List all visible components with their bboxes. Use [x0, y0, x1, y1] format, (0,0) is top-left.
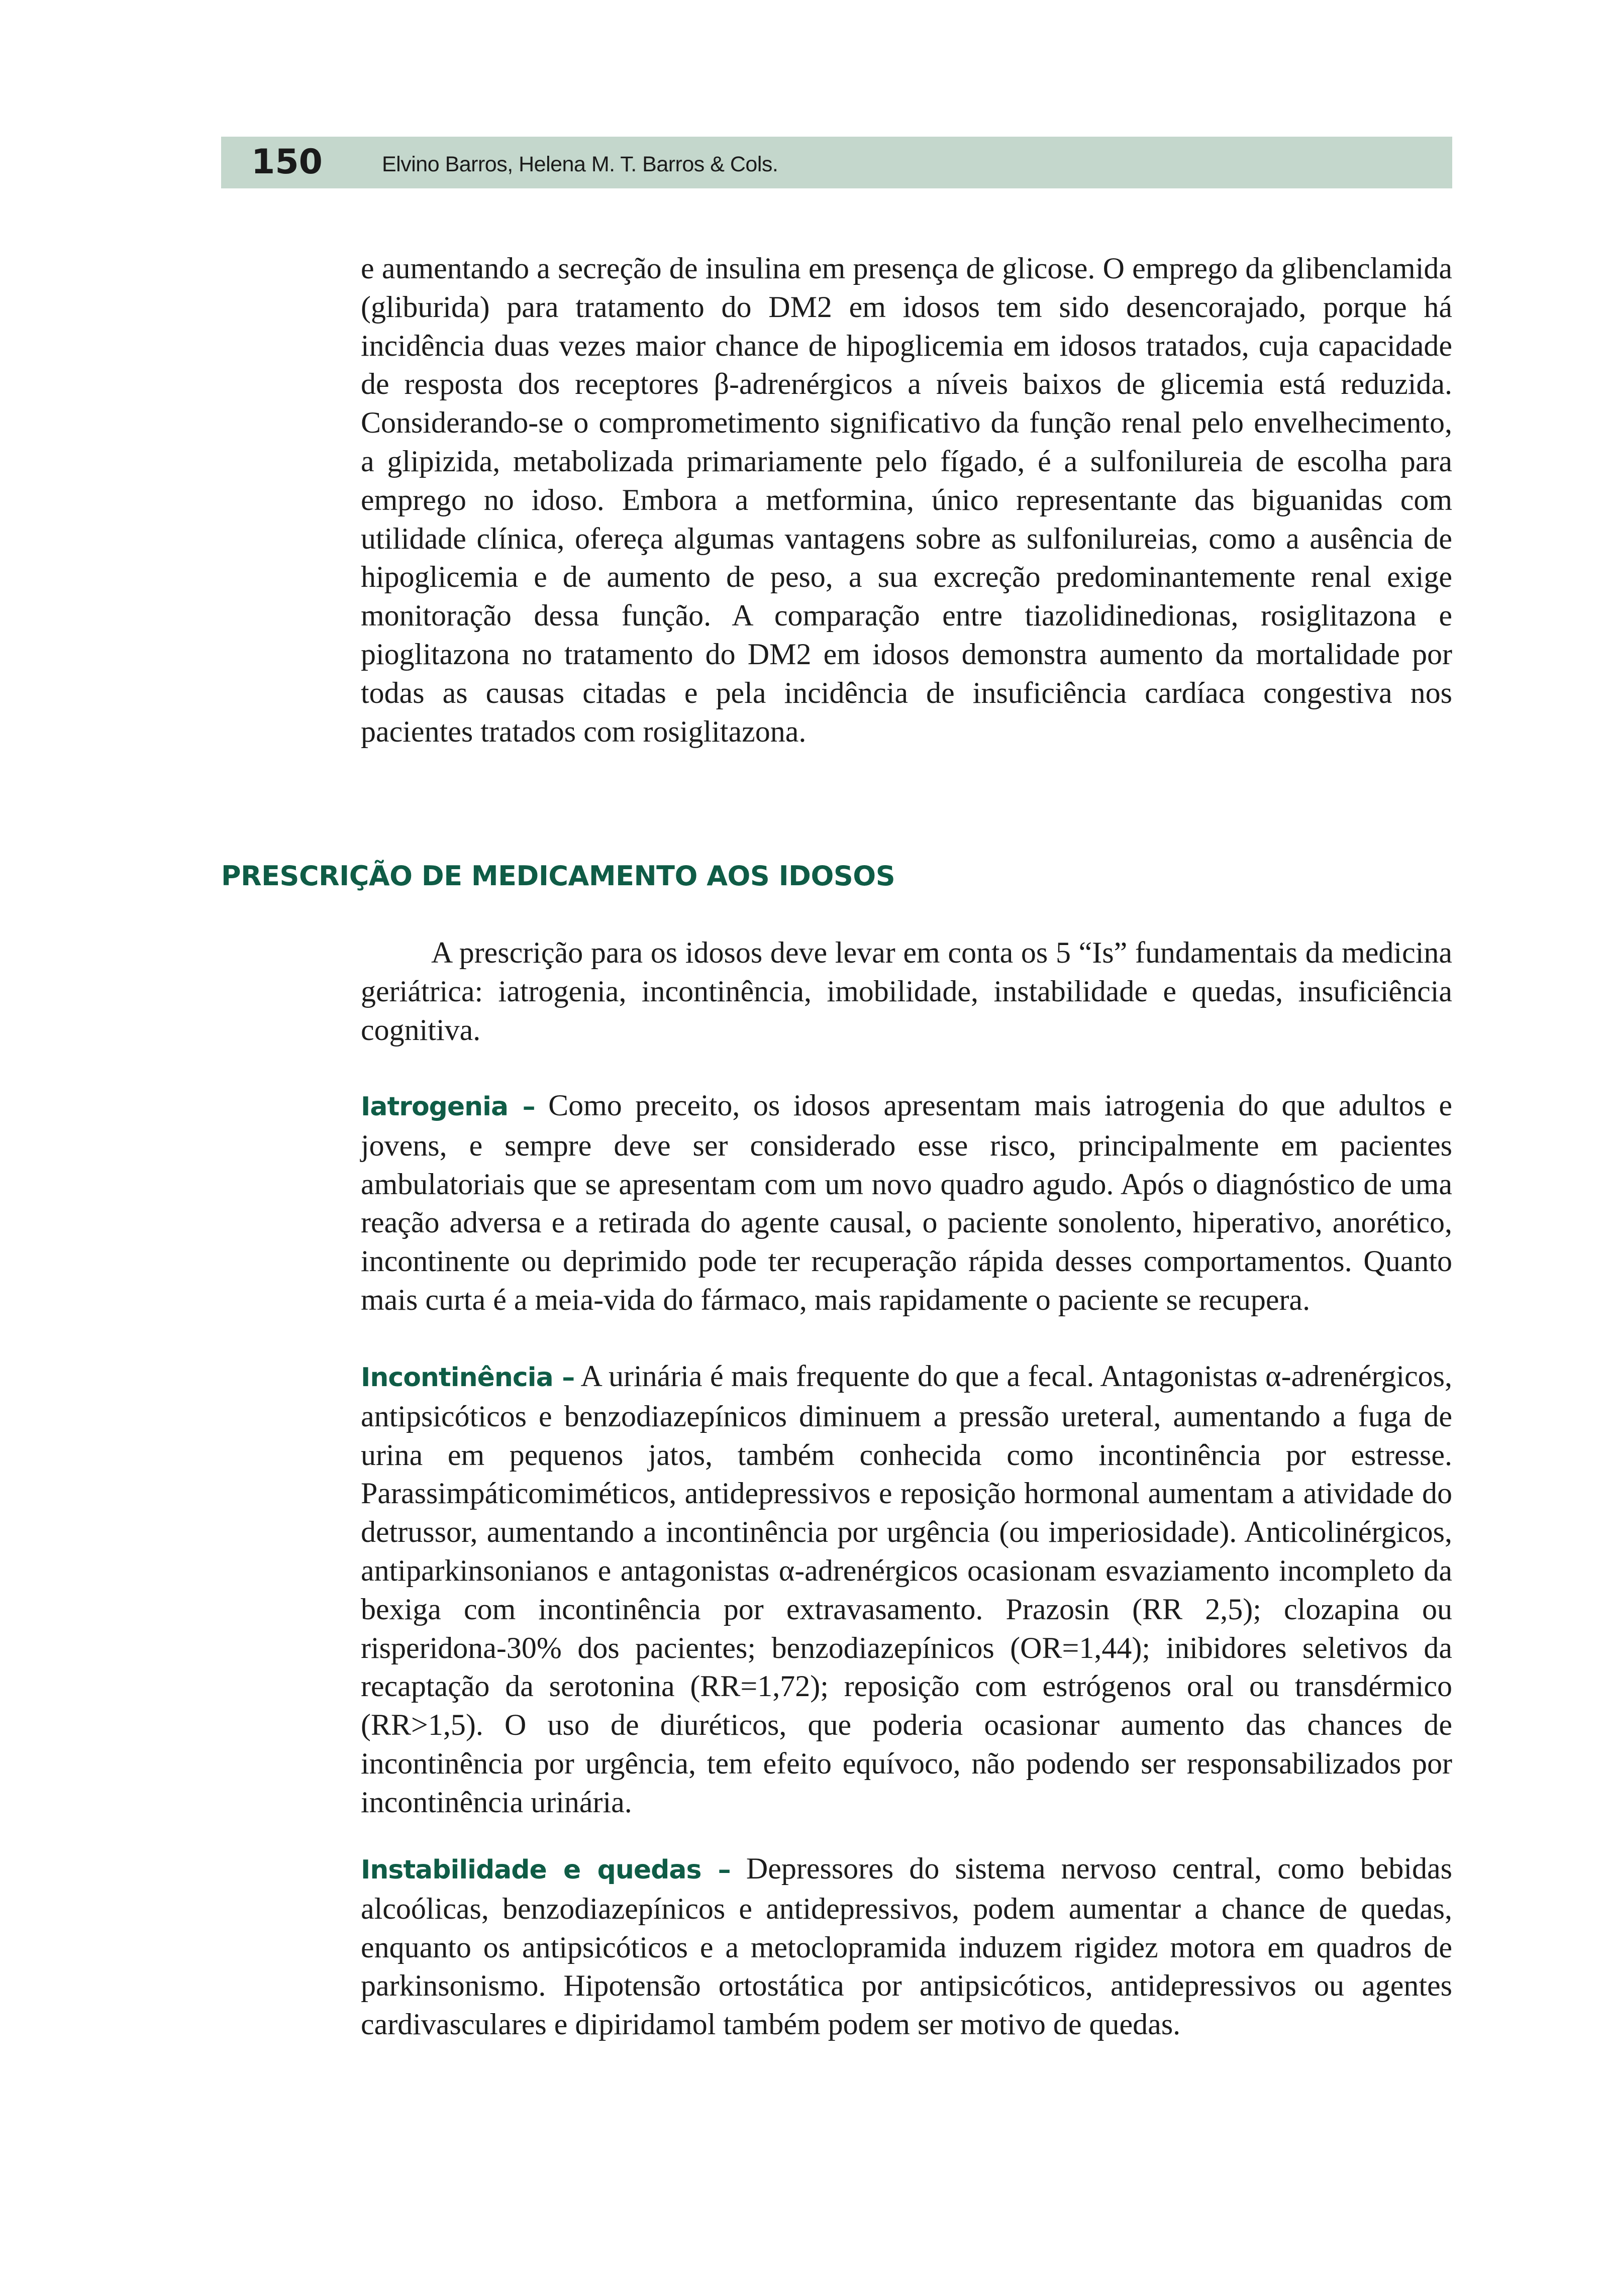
topic-text: A urinária é mais frequente do que a fecal. Antagonistas α-adrenérgicos, antipsicóticos e benzodiazepínicos diminuem a pressão ureteral, aumentando a fuga de urina em pequenos jatos, também conhecida como incontinência por estresse. Parassimpáticomiméticos, antidepressivos e reposição hormonal aumentam a atividade do detrussor, aumentando a incontinência por urgência (ou imperiosidade). Anticolinérgicos, antiparkinsonianos e antagonistas α-adrenérgicos ocasionam esvaziamento incompleto da bexiga com incontinência por extravasamento. Prazosin (RR 2,5); clozapina ou risperidona-30% dos pacientes; benzodiazepínicos (OR=1,44); inibidores seletivos da recaptação da serotonina (RR=1,72); reposição com estrógenos oral ou transdérmico (RR>1,5). O uso de diuréticos, que poderia ocasionar aumento das chances de incontinência por urgência, tem efeito equívoco, não podendo ser responsabilizados por incontinência urinária.: [361, 1360, 1453, 1819]
page-number: 150: [251, 142, 323, 182]
topic-paragraph-incontinencia: [361, 1357, 1452, 1822]
topic-term: Incontinência –: [361, 1363, 575, 1393]
running-head-authors: Elvino Barros, Helena M. T. Barros & Cols.: [382, 152, 778, 176]
intro-paragraph: e aumentando a secreção de insulina em presença de glicose. O emprego da glibenclamida (gliburida) para tratamento do DM2 em idosos tem sido desencorajado, porque há incidência duas vezes maior chance de hipoglicemia em idosos tratados, cuja capacidade de resposta dos receptores β-adrenérgicos a níveis baixos de glicemia está reduzida. Considerando-se o comprometimento significativo da função renal pelo envelhecimento, a glipizida, metabolizada primariamente pelo fígado, é a sulfonilureia de escolha para emprego no idoso. Embora a metformina, único representante das biguanidas com utilidade clínica, ofereça algumas vantagens sobre as sulfonilureias, como a ausência de hipoglicemia e de aumento de peso, a sua excreção predominantemente renal exige monitoração dessa função. A comparação entre tiazolidinedionas, rosiglitazona e pioglitazona no tratamento do DM2 em idosos demonstra aumento da mortalidade por todas as causas citadas e pela incidência de insuficiência cardíaca congestiva nos pacientes tratados com rosiglitazona.: [361, 252, 1452, 748]
topic-text: Como preceito, os idosos apresentam mais iatrogenia do que adultos e jovens, e sempre deve ser considerado esse risco, principalmente em pacientes ambulatoriais que se apresentam com um novo quadro agudo. Após o diagnóstico de uma reação adversa e a retirada do agente causal, o paciente sonolento, hiperativo, anorético, incontinente ou deprimido pode ter recuperação rápida desses comportamentos. Quanto mais curta é a meia-vida do fármaco, mais rapidamente o paciente se recupera.: [361, 1089, 1452, 1316]
topic-term: Instabilidade e quedas –: [361, 1855, 731, 1885]
topic-paragraph-iatrogenia: [361, 1086, 1452, 1319]
topic-paragraph-instabilidade: [361, 1849, 1452, 2044]
section-heading: PRESCRIÇÃO DE MEDICAMENTO AOS IDOSOS: [221, 860, 895, 892]
topic-term: Iatrogenia –: [361, 1092, 535, 1122]
topic-text: Depressores do sistema nervoso central, como bebidas alcoólicas, benzodiazepínicos e antidepressivos, podem aumentar a chance de quedas, enquanto os antipsicóticos e a metoclopramida induzem rigidez motora em quadros de parkinsonismo. Hipotensão ortostática por antipsicóticos, antidepressivos ou agentes cardivasculares e dipiridamol também podem ser motivo de quedas.: [361, 1852, 1452, 2041]
lead-paragraph: A prescrição para os idosos deve levar em conta os 5 “Is” fundamentais da medicina geriátrica: iatrogenia, incontinência, imobilidade, instabilidade e quedas, insuficiência cognitiva.: [361, 936, 1452, 1047]
